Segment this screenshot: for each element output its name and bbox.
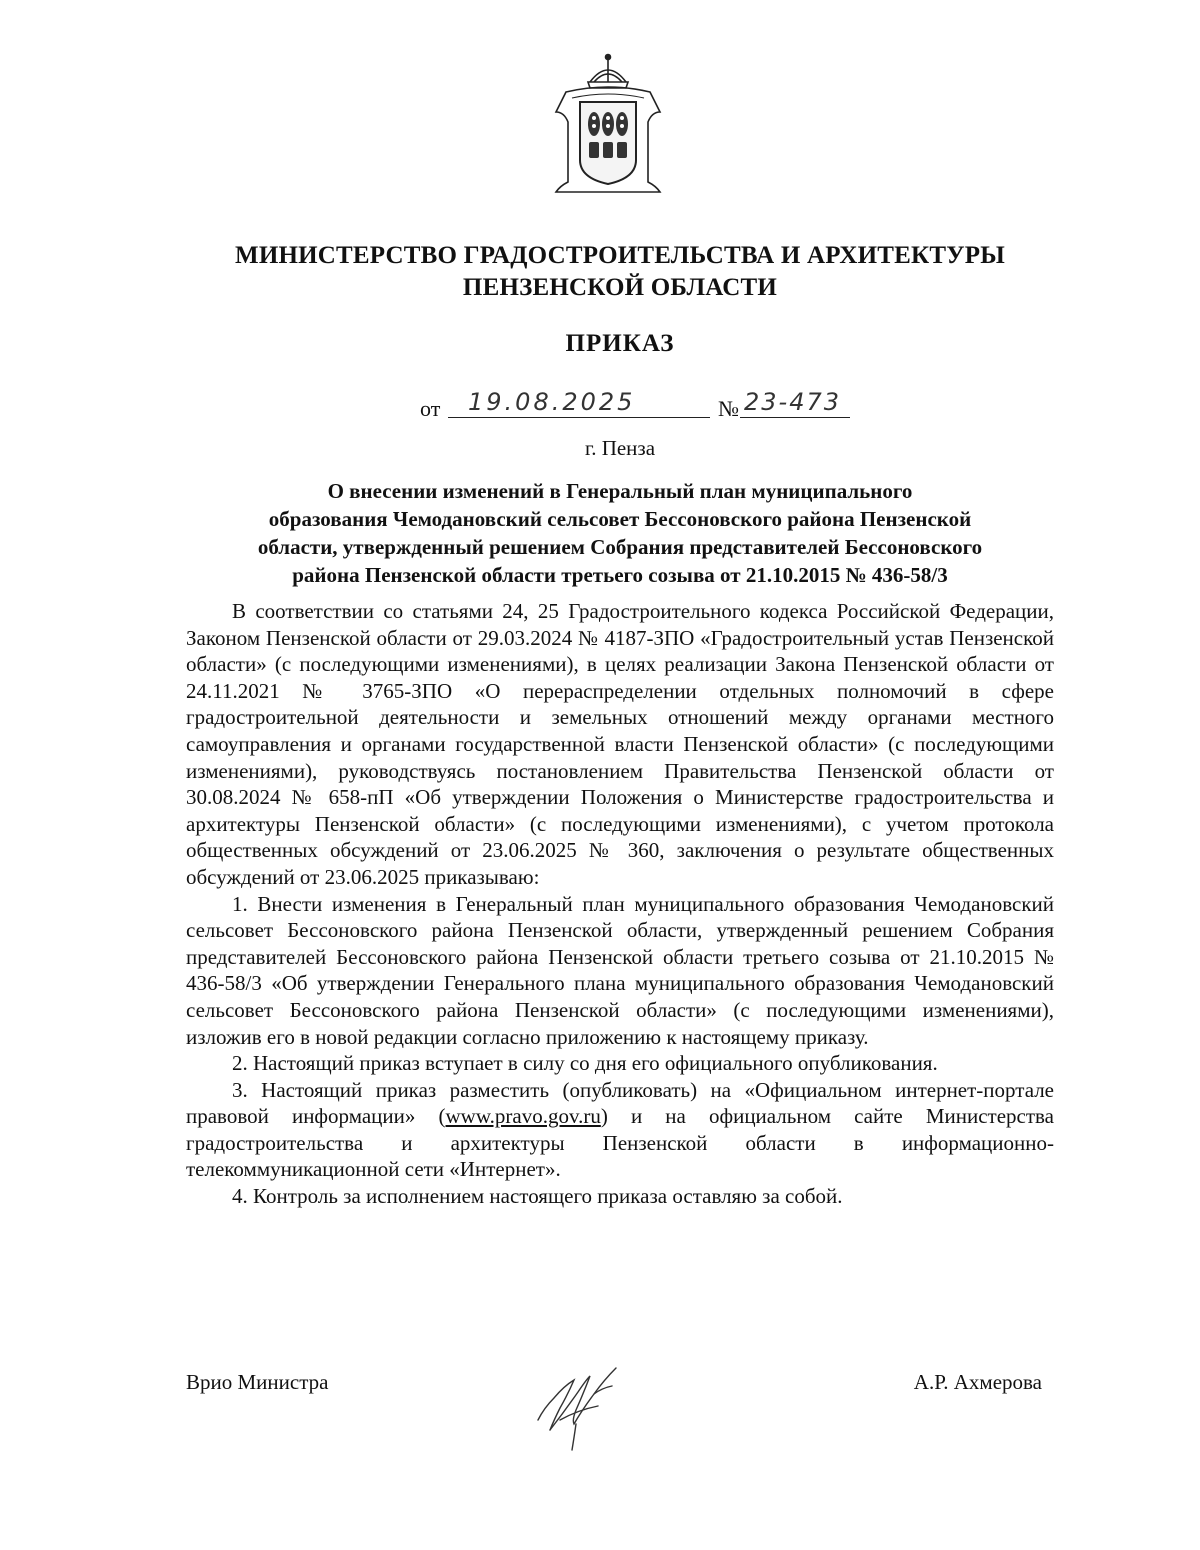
ministry-name-line2: ПЕНЗЕНСКОЙ ОБЛАСТИ [462,274,778,301]
number-prefix: № [718,396,739,421]
city: г. Пенза [584,436,656,460]
subject-line1: О внесении изменений в Генеральный план муниципального [327,479,913,503]
signatory-name: А.Р. Ахмерова [913,1370,1042,1394]
order-number: 23-473 [740,388,850,418]
order-item-3-text-start: 3. Настоящий приказ разместить (опубликовать) на «Официальном интернет-портале правовой информации» ( [186,1077,1054,1129]
order-item-1: 1. Внести изменения в Генеральный план муниципального образования Чемодановский сельсовет Бессоновского района Пензенской области, утвержденный решением Собрания представителей Бессоновского района Пензенской области третьего созыва от 21.10.2015 № 436-58/3 «Об утверждении Генерального плана муниципального образования Чемодановский сельсовет Бессоновского района Пензенской области» (с последующими изменениями), изложив его в новой редакции согласно приложению к настоящему приказу. [186,891,1054,1049]
ministry-name-line1: МИНИСТЕРСТВО ГРАДОСТРОИТЕЛЬСТВА И АРХИТЕКТУРЫ [235,242,1005,269]
ministry-name [0,240,1200,304]
order-item-2: 2. Настоящий приказ вступает в силу со дня его официального опубликования. [232,1051,938,1076]
order-item-4: 4. Контроль за исполнением настоящего приказа оставляю за собой. [232,1184,843,1209]
order-body [186,598,1054,1210]
signatory-position: Врио Министра [186,1370,329,1394]
handwritten-signature [520,1350,640,1460]
order-subject [0,477,1200,589]
order-date: 19.08.2025 [448,388,710,418]
subject-line4: района Пензенской области третьего созыва от 21.10.2015 № 436-58/3 [292,563,948,587]
order-item-3-text-end: ) и на официальном сайте Министерства градостроительства и архитектуры Пензенской области в информационно-телекоммуникационной сети «Интернет». [186,1104,1055,1182]
order-item-3 [186,1077,1054,1183]
preamble: В соответствии со статьями 24, 25 Градостроительного кодекса Российской Федерации, Законом Пензенской области от 29.03.2024 № 4187-ЗПО «Градостроительный устав Пензенской области» (с последующими изменениями), в целях реализации Закона Пензенской области от 24.11.2021 № 3765-ЗПО «О перераспределении отдельных полномочий в сфере градостроительной деятельности и земельных отношений между органами местного самоуправления и органами государственной власти Пензенской области» (с последующими изменениями), руководствуясь постановлением Правительства Пензенской области от 30.08.2024 № 658-пП «Об утверждении Положения о Министерстве градостроительства и архитектуры Пензенской области» (с последующими изменениями), с учетом протокола общественных обсуждений от 23.06.2025 № 360, заключения о результате общественных обсуждений от 23.06.2025 приказываю: [186,599,1054,889]
subject-line3: области, утвержденный решением Собрания представителей Бессоновского [257,535,983,559]
subject-line2: образования Чемодановский сельсовет Бессоновского района Пензенской [268,507,972,531]
pravo-gov-link[interactable]: www.pravo.gov.ru [445,1104,601,1129]
date-prefix: от [420,396,441,421]
document-type: ПРИКАЗ [565,330,675,357]
coat-of-arms-icon [548,52,668,202]
